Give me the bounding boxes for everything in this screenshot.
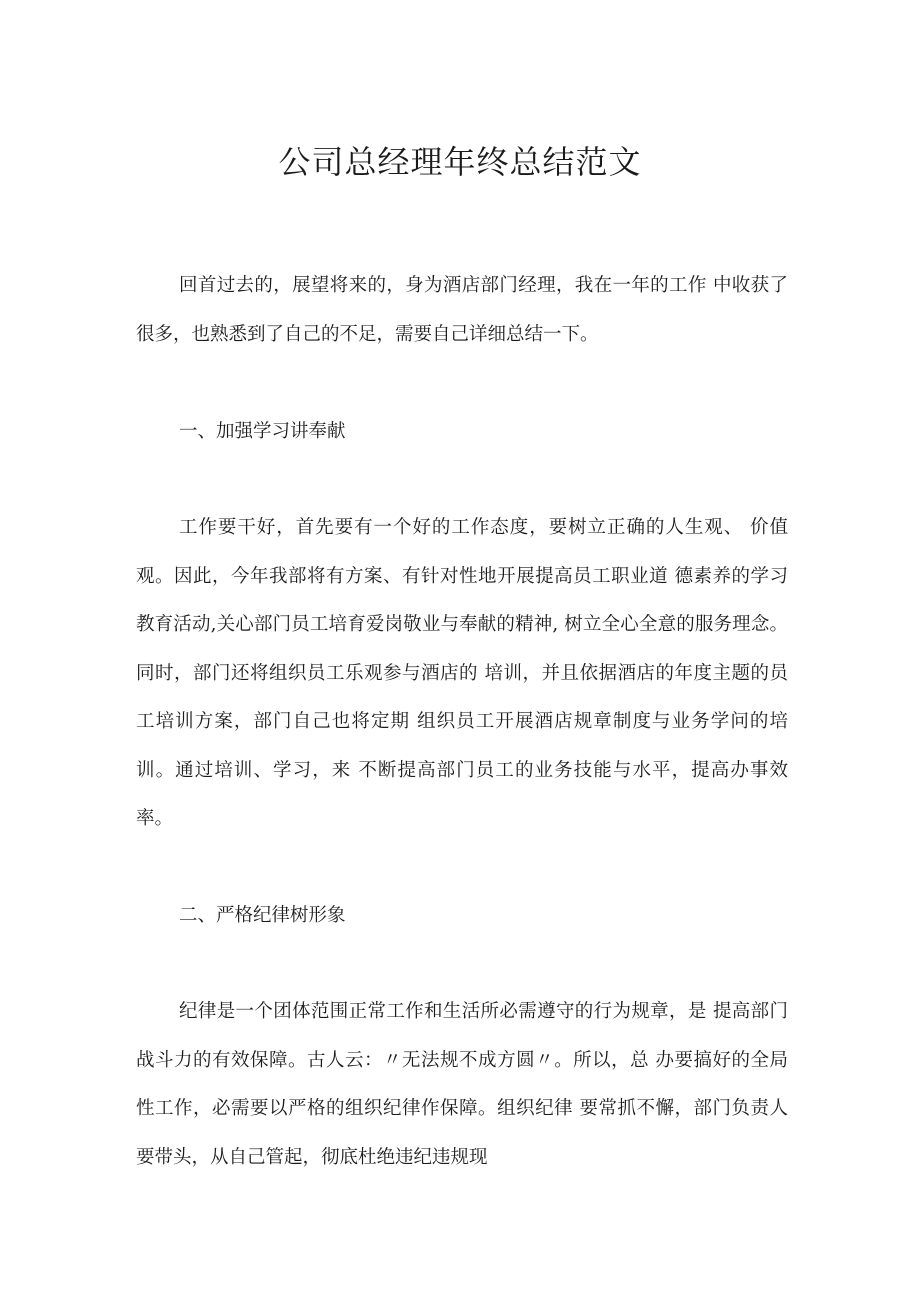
section-paragraph-2: 纪律是一个团体范围正常工作和生活所必需遵守的行为规章，是 提高部门战斗力的有效保障。古人云：〃无法规不成方圆〃。所以，总 办要搞好的全局性工作，必需要以严格的组织纪律作保障。组织纪律 要常抓不懈，部门负责人要带头，从自己管起，彻底杜绝违纪违规现 bbox=[136, 1001, 788, 1168]
document-title: 公司总经理年终总结范文 bbox=[278, 143, 642, 181]
section-heading-1: 一、加强学习讲奉献 bbox=[179, 421, 346, 442]
intro-paragraph: 回首过去的，展望将来的，身为酒店部门经理，我在一年的工作 中收获了很多，也熟悉到了自己的不足，需要自己详细总结一下。 bbox=[136, 275, 788, 345]
section-paragraph-1: 工作要干好，首先要有一个好的工作态度，要树立正确的人生观、 价值观。因此，今年我部将有方案、有针对性地开展提高员工职业道 德素养的学习教育活动,关心部门员工培育爱岗敬业与奉献的精神, 树立全心全意的服务理念。同时，部门还将组织员工乐观参与酒店的 培训，并且依据酒店的年度主题的员工培训方案，部门自己也将定期 组织员工开展酒店规章制度与业务学问的培训。通过培训、学习，来 不断提高部门员工的业务技能与水平，提高办事效率。 bbox=[136, 517, 788, 829]
section-heading-2: 二、严格纪律树形象 bbox=[179, 905, 346, 926]
